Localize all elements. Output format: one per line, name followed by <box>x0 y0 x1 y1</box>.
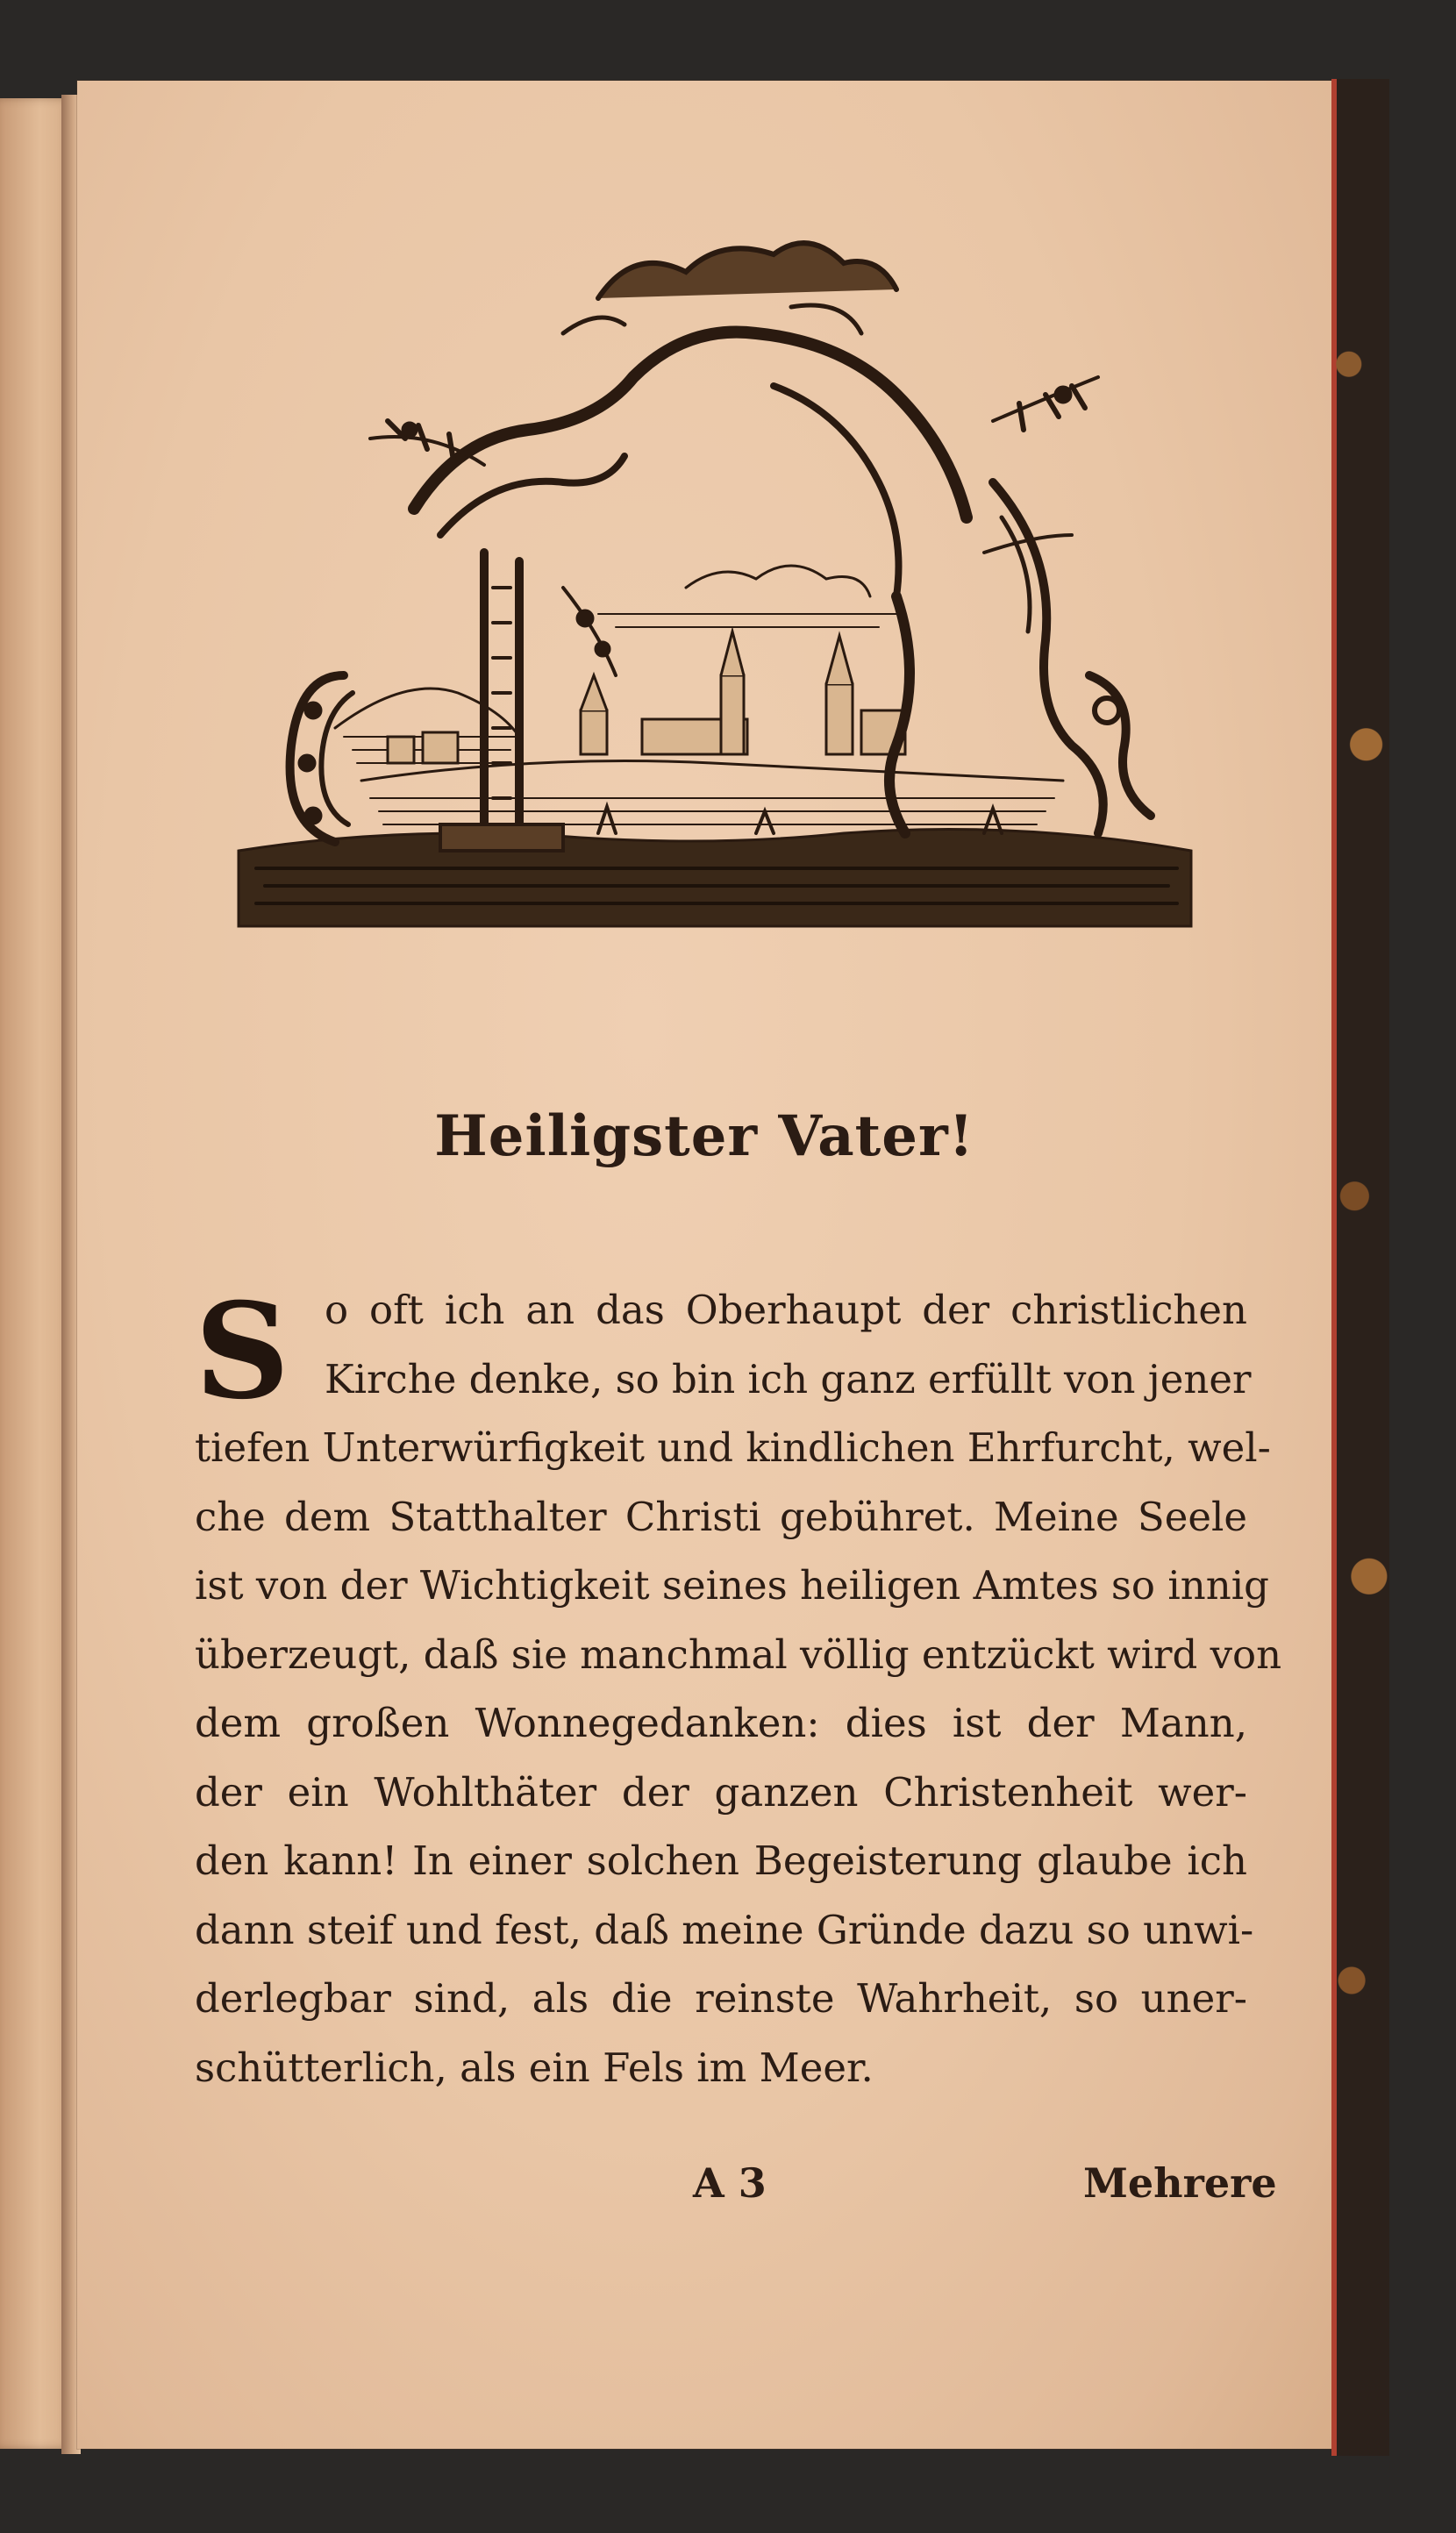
text-line: Kirche denke, so bin ich ganz erfüllt von jener <box>325 1355 1252 1402</box>
text-line: der ein Wohlthäter der ganzen Christenheit wer- <box>195 1768 1247 1816</box>
page-heading: Heiligster Vater! <box>434 1103 974 1169</box>
text-line: dann steif und fest, daß meine Gründe dazu so unwi- <box>195 1906 1254 1953</box>
book-cover-edge <box>1331 79 1389 2456</box>
text-line: o oft ich an das Oberhaupt der christlichen <box>325 1287 1247 1333</box>
text-line: den kann! In einer solchen Begeisterung glaube ich <box>195 1837 1247 1884</box>
text-line: überzeugt, daß sie manchmal völlig entzückt wird von <box>195 1630 1282 1678</box>
text-line: ist von der Wichtigkeit seines heiligen Amtes so innig <box>195 1562 1269 1609</box>
text-line: che dem Statthalter Christi gebühret. Meine Seele <box>195 1493 1247 1540</box>
text-line: schütterlich, als ein Fels im Meer. <box>195 2044 874 2091</box>
text-line: derlegbar sind, als die reinste Wahrheit, so uner- <box>195 1975 1247 2022</box>
woodcut-vignette <box>230 219 1200 947</box>
text-line: dem großen Wonnegedanken: dies ist der Mann, <box>195 1700 1247 1746</box>
text-line: tiefen Unterwürfigkeit und kindlichen Ehrfurcht, wel- <box>195 1424 1271 1471</box>
signature-mark: A 3 <box>693 2159 767 2207</box>
catchword: Mehrere <box>1083 2159 1277 2207</box>
body-text <box>195 1274 1282 2102</box>
drop-cap: S <box>195 1274 290 1429</box>
